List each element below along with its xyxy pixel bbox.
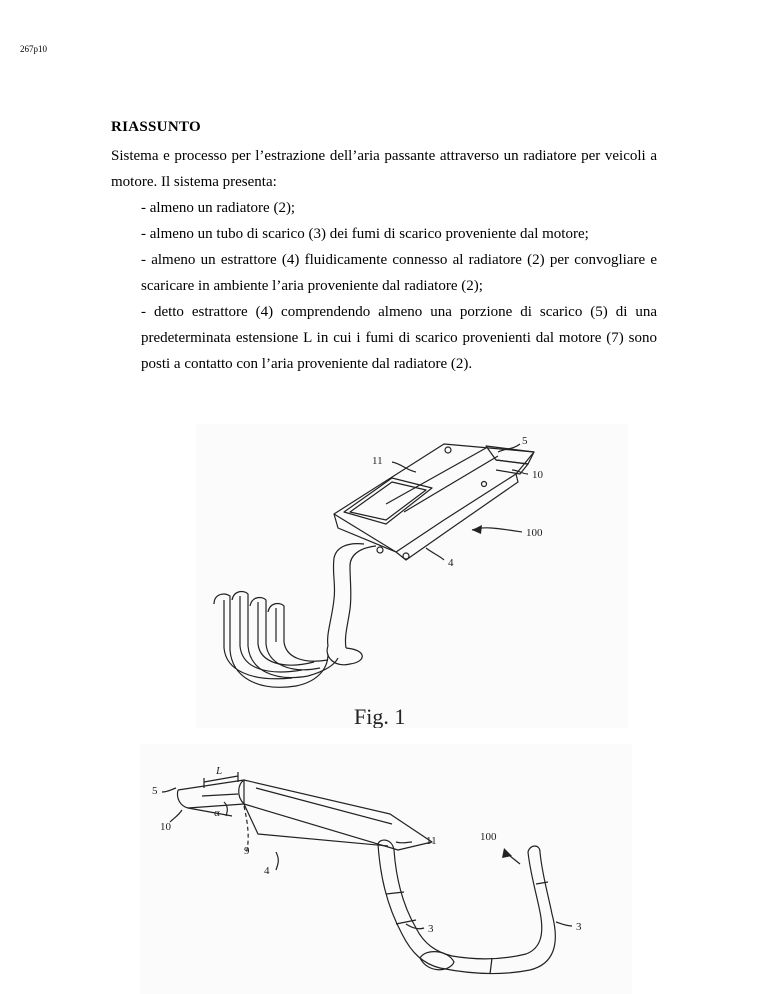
discharge-portion — [178, 780, 244, 790]
fig1-label-10: 10 — [532, 469, 543, 481]
fig2-label-4: 4 — [264, 865, 270, 877]
fig2-label-10: 10 — [160, 821, 171, 833]
fig2-label-9: 9 — [244, 845, 250, 857]
abstract-heading: RIASSUNTO — [111, 119, 201, 135]
fig1-label-100: 100 — [526, 527, 543, 539]
fig1-label-11: 11 — [372, 455, 383, 467]
header-pipe-1 — [214, 594, 328, 687]
header-pipe-3 — [250, 598, 320, 670]
abstract-item-exhaust-pipe: - almeno un tubo di scarico (3) dei fumi di scarico proveniente dal motore; — [141, 226, 589, 242]
fig1-label-4: 4 — [448, 557, 454, 569]
figure-reference: (FIG. 1) — [361, 432, 407, 447]
fig2-label-5: 5 — [152, 785, 158, 797]
figure-1-drawing — [196, 424, 628, 728]
figure-2-drawing — [140, 744, 632, 994]
fig2-label-3a: 3 — [428, 923, 434, 935]
document-id: 267p10 — [20, 44, 47, 54]
header-pipe-4 — [268, 604, 328, 662]
abstract-item-extractor: - almeno un estrattore (4) fluidicamente connesso al radiatore (2) per convogliare e scaricare in ambiente l’aria proveniente dal radiatore (2); — [141, 252, 657, 294]
fig1-caption: Fig. 1 — [354, 704, 406, 728]
exhaust-neck — [328, 544, 364, 646]
fig2-label-3b: 3 — [576, 921, 582, 933]
fig1-label-5: 5 — [522, 435, 528, 447]
fig2-label-L: L — [216, 765, 223, 777]
fig2-label-11: 11 — [426, 835, 437, 847]
abstract-item-discharge-portion: - detto estrattore (4) comprendendo almeno una porzione di scarico (5) di una predeterminata estensione L in cui i fumi di scarico provenienti dal motore (7) sono posti a contatto con l’aria proveniente dal radiatore (2). — [141, 304, 657, 372]
abstract-intro: Sistema e processo per l’estrazione dell’aria passante attraverso un radiatore per veicoli a motore. Il sistema presenta: — [111, 148, 657, 190]
extractor-long-body — [244, 780, 432, 850]
fig2-label-alpha: α — [214, 807, 220, 819]
abstract-body — [111, 143, 657, 377]
fig2-label-100: 100 — [480, 831, 497, 843]
abstract-item-radiator: - almeno un radiatore (2); — [141, 200, 296, 216]
exhaust-pipe-down — [378, 844, 440, 968]
